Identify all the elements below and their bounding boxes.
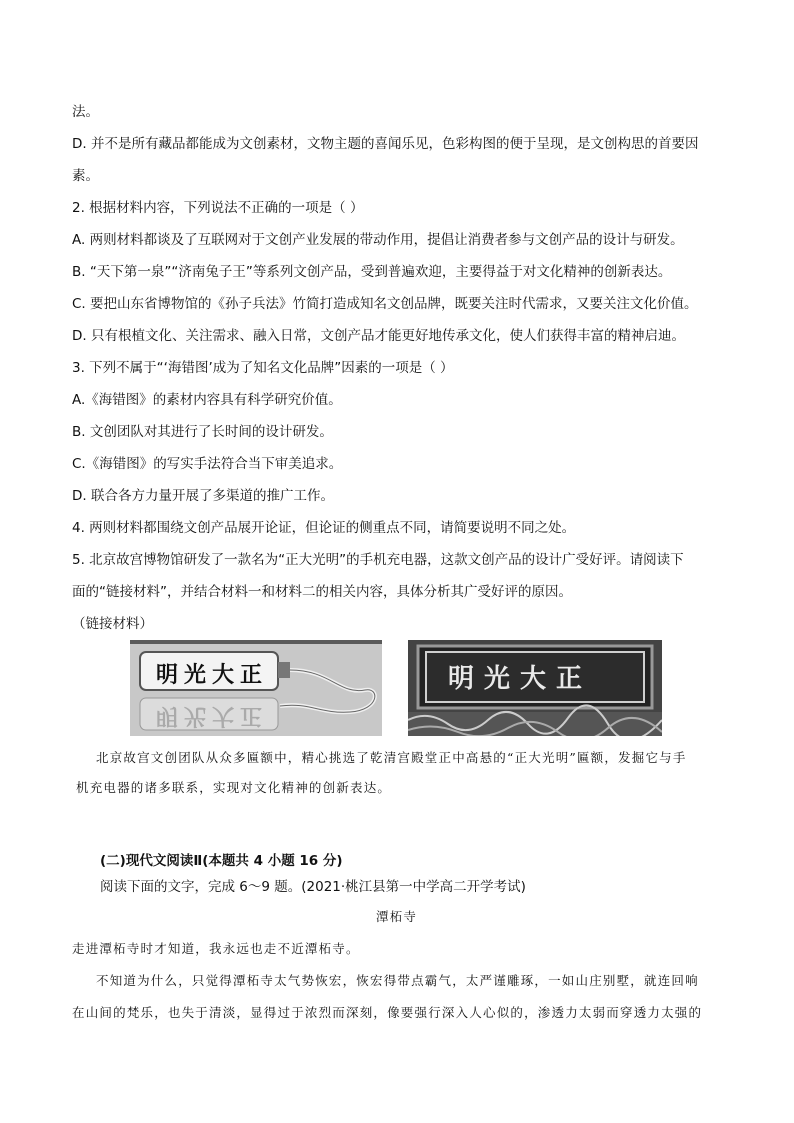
option-a: A.《海错图》的素材内容具有科学研究价值。 (72, 392, 342, 408)
question-4: 4. 两则材料都围绕文创产品展开论证，但论证的侧重点不同，请简要说明不同之处。 (72, 520, 576, 536)
option-b: B. “天下第一泉”“济南兔子王”等系列文创产品，受到普遍欢迎，主要得益于对文化精神的创新表达。 (72, 264, 672, 280)
link-material-label: （链接材料） (72, 616, 153, 632)
link-material-images (130, 640, 662, 736)
charger-plaque-text: 明光大正 (156, 662, 269, 688)
article-paragraph: 在山间的梵乐，也失于清淡，显得过于浓烈而深刻，像要强行深入人心似的，渗透力太弱而穿透力太强的 (72, 1005, 703, 1020)
image-caption: 北京故宫文创团队从众多匾额中，精心挑选了乾清宫殿堂正中高悬的“正大光明”匾额，发掘它与手 (96, 750, 687, 765)
option-c: C. 要把山东省博物馆的《孙子兵法》竹简打造成知名文创品牌，既要关注时代需求，又要关注文化价值。 (72, 296, 698, 312)
section-instruction: 阅读下面的文字，完成 6～9 题。(2021·桃江县第一中学高二开学考试) (100, 879, 526, 895)
charger-reflection-text: 明光大正 (156, 703, 269, 729)
plaque-text: 明光大正 (448, 664, 593, 694)
option-a: A. 两则材料都谈及了互联网对于文创产业发展的带动作用，提倡让消费者参与文创产品的设计与研发。 (72, 232, 684, 248)
option-c: C.《海错图》的写实手法符合当下审美追求。 (72, 456, 343, 472)
article-title: 潭柘寺 (376, 909, 418, 924)
option-b: B. 文创团队对其进行了长时间的设计研发。 (72, 424, 333, 440)
question-2: 2. 根据材料内容，下列说法不正确的一项是（ ） (72, 200, 364, 216)
question-3: 3. 下列不属于“‘海错图’成为了知名文化品牌”因素的一项是（ ） (72, 360, 454, 376)
plaque-photo (408, 640, 662, 736)
section-heading: (二)现代文阅读Ⅱ(本题共 4 小题 16 分) (100, 853, 343, 869)
question-5: 5. 北京故宫博物馆研发了一款名为“正大光明”的手机充电器，这款文创产品的设计广受好评。请阅读下 (72, 552, 684, 568)
text-line: 法。 (72, 104, 99, 120)
option-d: D. 只有根植文化、关注需求、融入日常，文创产品才能更好地传承文化，使人们获得丰富的精神启迪。 (72, 328, 685, 344)
option-d: D. 联合各方力量开展了多渠道的推广工作。 (72, 488, 334, 504)
article-paragraph: 走进潭柘寺时才知道，我永远也走不近潭柘寺。 (72, 941, 360, 956)
charger-photo (130, 640, 382, 736)
image-caption: 机充电器的诸多联系，实现对文化精神的创新表达。 (76, 780, 392, 795)
text-line: 面的“链接材料”，并结合材料一和材料二的相关内容，具体分析其广受好评的原因。 (72, 584, 572, 600)
text-line: 素。 (72, 168, 99, 184)
option-d: D. 并不是所有藏品都能成为文创素材，文物主题的喜闻乐见，色彩构图的便于呈现，是文创构思的首要因 (72, 136, 699, 152)
article-paragraph: 不知道为什么，只觉得潭柘寺太气势恢宏，恢宏得带点霸气，太严谨雕琢，一如山庄别墅，就连回响 (96, 973, 699, 988)
